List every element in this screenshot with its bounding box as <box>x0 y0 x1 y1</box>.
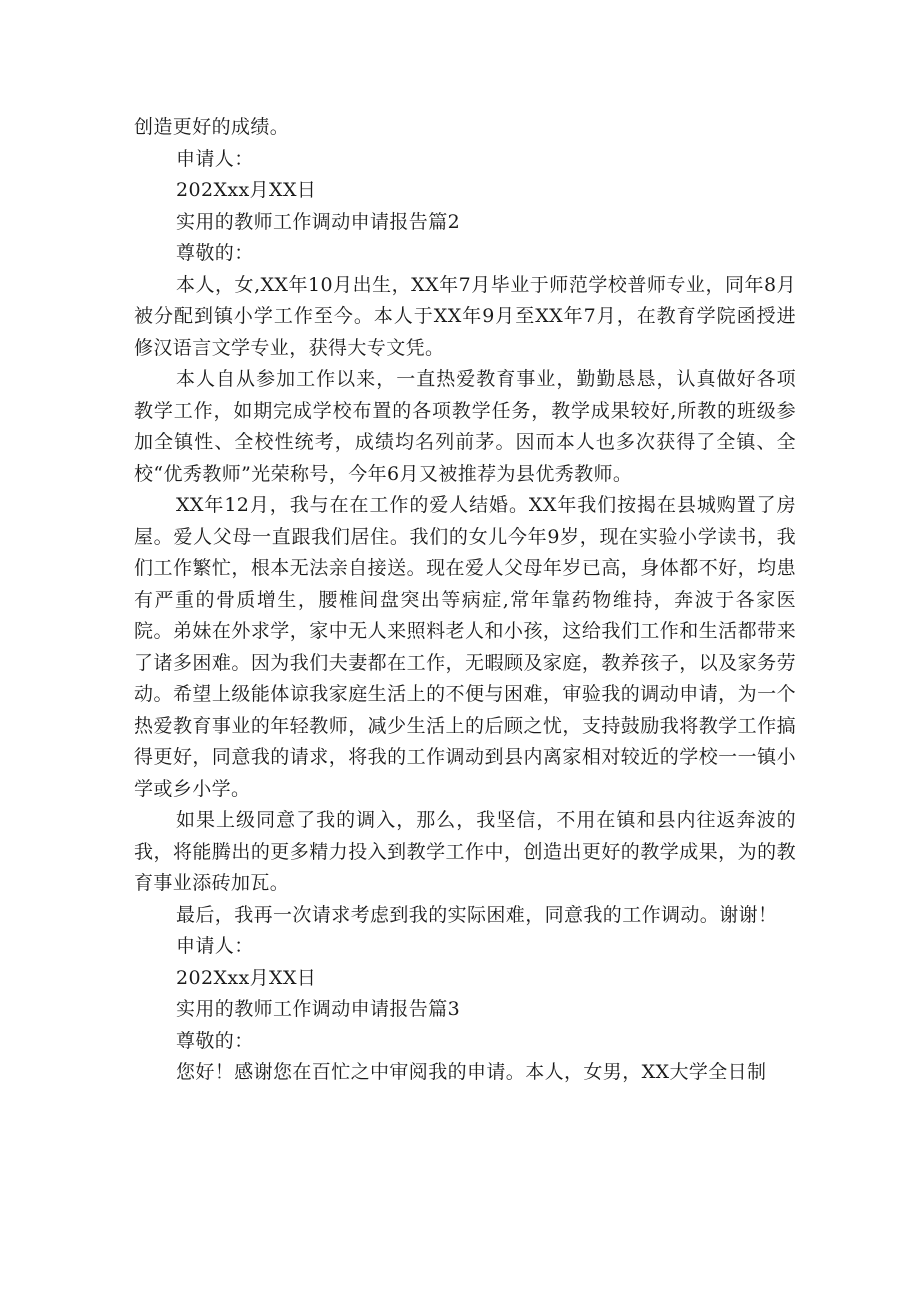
applicant-label: 申请人： <box>176 147 254 170</box>
applicant-label: 申请人： <box>176 935 254 957</box>
date-line: 202Xxx月XX日 <box>176 179 317 201</box>
section-title: 实用的教师工作调动申请报告篇2 <box>176 210 461 233</box>
salutation: 尊敬的： <box>176 1029 254 1052</box>
date-line: 202Xxx月XX日 <box>176 966 317 989</box>
paragraph-family-situation: XX年12月，我与在在工作的爱人结婚。XX年我们按揭在县城购置了房屋。爱人父母一直跟我们居住。我们的女儿今年9岁，现在实验小学读书，我们工作繁忙，根本无法亲自接送。现在爱人父母年岁已高，身体都不好，均患有严重的骨质增生，腰椎间盘突出等病症,常年靠药物维持，奔波于各家医院。弟妹在外求学，家中无人来照料老人和小孩，这给我们工作和生活都带来了诸多困难。因为我们夫妻都在工作，无暇顾及家庭，教养孩子，以及家务劳动。希望上级能体谅我家庭生活上的不便与困难，审验我的调动申请，为一个热爱教育事业的年轻教师，减少生活上的后顾之忧，支持鼓励我将教学工作搞得更好，同意我的请求，将我的工作调动到县内离家相对较近的学校一一镇小学或乡小学。 <box>134 494 796 800</box>
salutation: 尊敬的： <box>176 242 254 264</box>
paragraph-work-record: 本人自从参加工作以来，一直热爱教育事业，勤勤恳恳，认真做好各项教学工作，如期完成学校布置的各项教学任务，教学成果较好,所教的班级参加全镇性、全校性统考，成绩均名列前茅。因而本人也多次获得了全镇、全校“优秀教师”光荣称号，今年6月又被推荐为县优秀教师。 <box>134 368 796 485</box>
paragraph-background: 本人，女,XX年10月出生，XX年7月毕业于师范学校普师专业，同年8月被分配到镇小学工作至今。本人于XX年9月至XX年7月，在教育学院函授进修汉语言文学专业，获得大专文凭。 <box>134 273 796 359</box>
paragraph-closing-fragment: 创造更好的成绩。 <box>134 116 290 138</box>
section-title: 实用的教师工作调动申请报告篇3 <box>176 998 461 1020</box>
paragraph-commitment: 如果上级同意了我的调入，那么，我坚信，不用在镇和县内往返奔波的我，将能腾出的更多精力投入到教学工作中，创造出更好的教学成果，为的教育事业添砖加瓦。 <box>134 809 796 894</box>
document-body <box>134 112 796 1089</box>
paragraph-final-request: 最后，我再一次请求考虑到我的实际困难，同意我的工作调动。谢谢！ <box>176 903 778 926</box>
paragraph-greeting: 您好！感谢您在百忙之中审阅我的申请。本人，女男，XX大学全日制 <box>176 1061 767 1083</box>
